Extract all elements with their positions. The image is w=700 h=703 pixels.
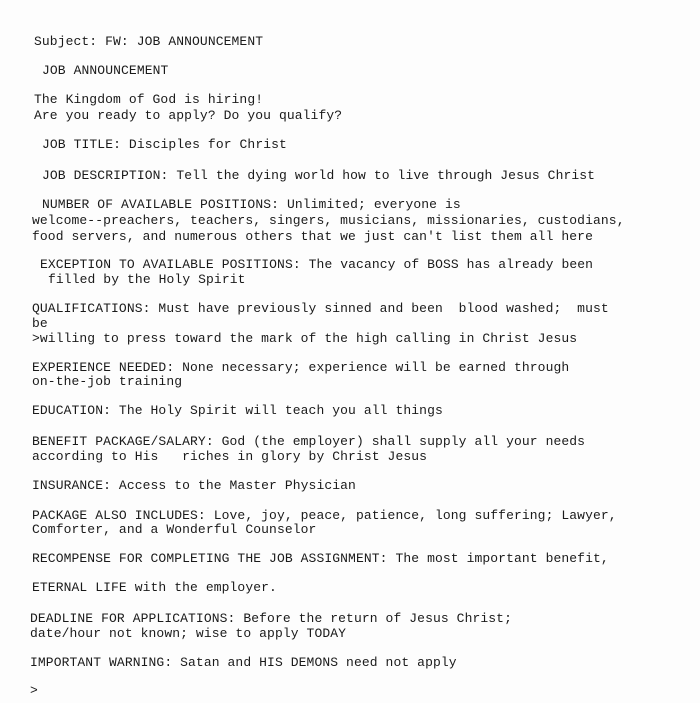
positions-line-2: welcome--preachers, teachers, singers, musicians, missionaries, custodians, — [32, 213, 625, 228]
job-description: JOB DESCRIPTION: Tell the dying world how to live through Jesus Christ — [42, 168, 596, 183]
qualifications-line-3: >willing to press toward the mark of the high calling in Christ Jesus — [32, 331, 578, 346]
exception-line-2: filled by the Holy Spirit — [48, 272, 246, 287]
subject-line: Subject: FW: JOB ANNOUNCEMENT — [34, 34, 264, 49]
deadline-line-2: date/hour not known; wise to apply TODAY — [30, 626, 347, 641]
warning-line: IMPORTANT WARNING: Satan and HIS DEMONS need not apply — [30, 655, 457, 670]
qualifications-line-2: be — [32, 316, 48, 331]
positions-line-1: NUMBER OF AVAILABLE POSITIONS: Unlimited; everyone is — [42, 197, 461, 212]
eternal-life-line: ETERNAL LIFE with the employer. — [32, 580, 277, 595]
benefit-line-1: BENEFIT PACKAGE/SALARY: God (the employer) shall supply all your needs — [32, 434, 586, 449]
deadline-line-1: DEADLINE FOR APPLICATIONS: Before the return of Jesus Christ; — [30, 611, 512, 626]
trailing-quote-marker: > — [30, 683, 38, 698]
insurance-line: INSURANCE: Access to the Master Physician — [32, 478, 356, 493]
positions-line-3: food servers, and numerous others that we just can't list them all here — [32, 229, 593, 244]
experience-line-2: on-the-job training — [32, 374, 183, 389]
qualifications-line-1: QUALIFICATIONS: Must have previously sinned and been blood washed; must — [32, 301, 609, 316]
announcement-heading: JOB ANNOUNCEMENT — [42, 63, 169, 78]
experience-line-1: EXPERIENCE NEEDED: None necessary; experience will be earned through — [32, 360, 570, 375]
benefit-line-2: according to His riches in glory by Christ Jesus — [32, 449, 428, 464]
package-line-2: Comforter, and a Wonderful Counselor — [32, 522, 317, 537]
job-title: JOB TITLE: Disciples for Christ — [42, 137, 287, 152]
education-line: EDUCATION: The Holy Spirit will teach you all things — [32, 403, 443, 418]
exception-line-1: EXCEPTION TO AVAILABLE POSITIONS: The vacancy of BOSS has already been — [40, 257, 594, 272]
intro-line-1: The Kingdom of God is hiring! — [34, 92, 264, 107]
recompense-line: RECOMPENSE FOR COMPLETING THE JOB ASSIGNMENT: The most important benefit, — [32, 551, 609, 566]
intro-line-2: Are you ready to apply? Do you qualify? — [34, 108, 343, 123]
package-line-1: PACKAGE ALSO INCLUDES: Love, joy, peace, patience, long suffering; Lawyer, — [32, 508, 617, 523]
